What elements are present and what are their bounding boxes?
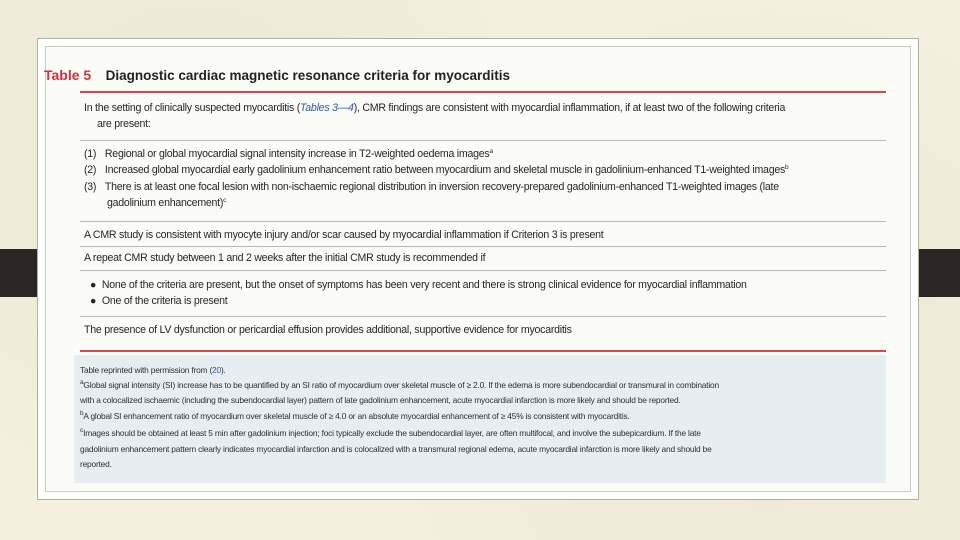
criterion-2-footnote-mark: b (785, 164, 789, 171)
table-number: Table 5 (44, 67, 92, 83)
footnote-a-line-2: with a colocalized ischaemic (including the subendocardial layer) pattern of late gadolinium enhancement, acute myocardial infarction is more likely and should be reported. (80, 395, 681, 405)
footnote-a-mark: a (80, 379, 84, 386)
divider-5 (80, 316, 886, 317)
criterion-3-text: There is at least one focal lesion with non-ischaemic regional distribution in inversion recovery-prepared gadolinium-enhanced T1-weighted images (late (104, 181, 779, 193)
table-title: Diagnostic cardiac magnetic resonance criteria for myocarditis (105, 68, 511, 83)
footnote-c-text: Images should be obtained at least 5 min after gadolinium injection; foci typically exclude the subendocardial layer, are often multifocal, and involve the subepicardium. If the late (83, 428, 701, 438)
footnote-reprint (80, 364, 226, 376)
divider-3 (80, 246, 886, 247)
criterion-3-number: (3) (84, 181, 97, 193)
bullet-item-2-text: One of the criteria is present (101, 295, 228, 307)
footnote-a-text: Global signal intensity (SI) increase has to be quantified by an SI ratio of myocardium over skeletal muscle of ≥ 2.0. If the edema is more subendocardial or transmural in combination (83, 380, 719, 390)
divider-1 (80, 140, 886, 141)
criterion-1-footnote-mark: a (489, 148, 493, 155)
statement-lv: The presence of LV dysfunction or pericardial effusion provides additional, supportive evidence for myocarditis (84, 324, 572, 336)
footnote-c-line-2: gadolinium enhancement pattern clearly indicates myocardial infarction and is colocalized with a transmural regional edema, acute myocardial infarction is more likely and should be (80, 444, 712, 454)
reprint-post: ). (220, 365, 226, 375)
criterion-1 (84, 147, 493, 161)
criterion-2-number: (2) (84, 164, 97, 176)
footnote-a-line-1 (80, 379, 719, 391)
bullet-item-2 (90, 294, 227, 308)
footnote-b-line-1 (80, 410, 630, 422)
footnote-b-mark: b (80, 410, 84, 417)
footnote-b-text: A global SI enhancement ratio of myocardium over skeletal muscle of ≥ 4.0 or an absolute myocardial enhancement of ≥ 45% is consistent with myocarditis. (83, 411, 630, 421)
bottom-red-rule (80, 350, 886, 352)
footnote-c-mark: c (80, 427, 84, 434)
statement-criterion-3: A CMR study is consistent with myocyte injury and/or scar caused by myocardial inflammation if Criterion 3 is present (84, 229, 604, 241)
footnote-c-line-3: reported. (80, 459, 112, 469)
criterion-3-footnote-mark: c (223, 197, 227, 204)
criterion-2 (84, 163, 788, 177)
intro-line-2: are present: (97, 118, 151, 130)
reprint-ref-link[interactable]: 20 (212, 365, 221, 375)
criterion-1-number: (1) (84, 148, 97, 160)
bullet-item-1 (90, 278, 747, 292)
criterion-3-line-2 (107, 196, 226, 210)
bullet-dot: ● (90, 295, 97, 307)
statement-repeat: A repeat CMR study between 1 and 2 weeks after the initial CMR study is recommended if (84, 252, 486, 264)
footnote-c-line-1 (80, 427, 701, 439)
reprint-pre: Table reprinted with permission from ( (80, 365, 213, 375)
divider-2 (80, 221, 886, 222)
bullet-dot: ● (90, 279, 97, 291)
criterion-1-text: Regional or global myocardial signal intensity increase in T2-weighted oedema images (104, 148, 490, 160)
criterion-3 (84, 180, 779, 194)
top-red-rule (80, 91, 886, 93)
table-title-row (44, 67, 844, 85)
bullet-item-1-text: None of the criteria are present, but the onset of symptoms has been very recent and there is strong clinical evidence for myocardial inflammation (101, 279, 747, 291)
intro-line-1 (84, 101, 785, 115)
intro-pre: In the setting of clinically suspected myocarditis ( (84, 102, 301, 114)
intro-post: ), CMR findings are consistent with myocardial inflammation, if at least two of the following criteria (353, 102, 786, 114)
criterion-2-text: Increased global myocardial early gadolinium enhancement ratio between myocardium and skeletal muscle in gadolinium-enhanced T1-weighted images (104, 164, 786, 176)
criterion-3-text-cont: gadolinium enhancement) (107, 197, 224, 209)
intro-table-ref[interactable]: Tables 3—4 (300, 102, 354, 114)
divider-4 (80, 270, 886, 271)
